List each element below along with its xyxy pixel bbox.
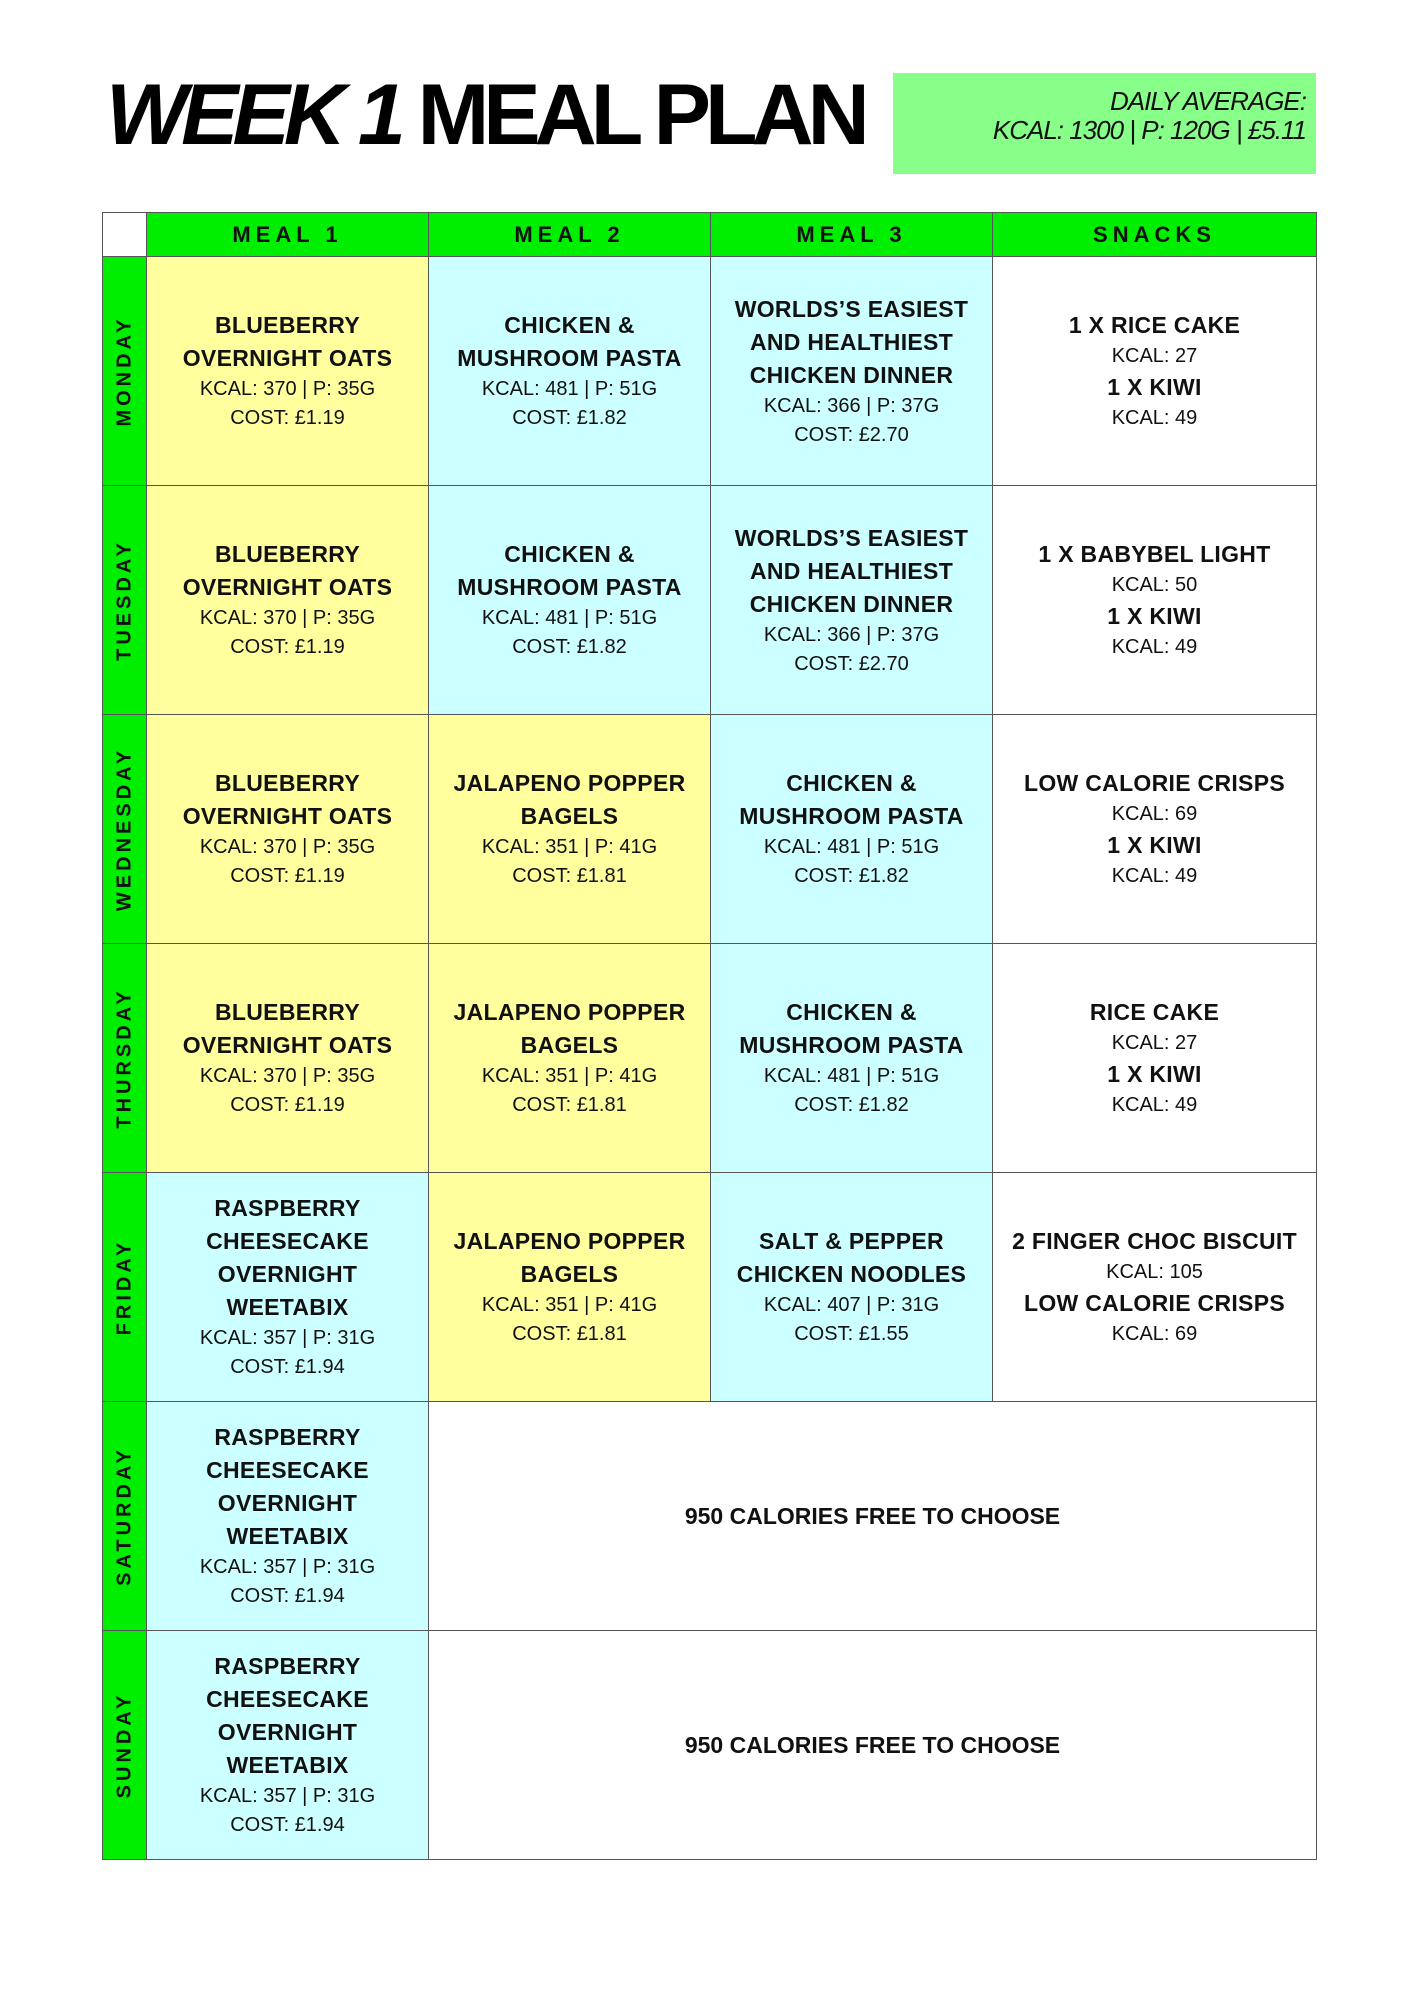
day-label-cell xyxy=(103,715,147,944)
day-label-cell xyxy=(103,1631,147,1860)
meal-name: OVERNIGHT xyxy=(217,1261,358,1287)
free-choice-cell: 950 CALORIES FREE TO CHOOSE xyxy=(429,1631,1317,1860)
meal-3-cell xyxy=(711,944,993,1173)
meal-name: WEETABIX xyxy=(226,1523,349,1549)
meal-name: AND HEALTHIEST xyxy=(749,328,954,355)
snack-kcal: KCAL: 50 xyxy=(1111,574,1198,596)
meal-name: SALT & PEPPER xyxy=(759,1228,944,1254)
meal-info: COST: £1.19 xyxy=(230,407,345,429)
meal-name: CHICKEN NOODLES xyxy=(736,1261,967,1287)
day-label: THURSDAY xyxy=(113,987,135,1129)
day-label: FRIDAY xyxy=(113,1238,135,1336)
snack-name: RICE CAKE xyxy=(1089,999,1220,1025)
snack-name: 1 X KIWI xyxy=(1107,832,1202,858)
meal-name: BLUEBERRY xyxy=(215,770,360,796)
day-row-sunday xyxy=(103,1631,1317,1860)
day-label-cell xyxy=(103,486,147,715)
meal-info: KCAL: 370 | P: 35G xyxy=(199,378,376,400)
meal-info: COST: £2.70 xyxy=(794,423,909,446)
meal-info: COST: £1.55 xyxy=(794,1323,909,1345)
meal-info: KCAL: 366 | P: 37G xyxy=(763,394,940,417)
snack-name: 1 X RICE CAKE xyxy=(1068,312,1241,338)
day-label: TUESDAY xyxy=(113,539,135,661)
snack-kcal: KCAL: 69 xyxy=(1111,803,1198,825)
day-row-monday xyxy=(103,257,1317,486)
meal-info: COST: £1.19 xyxy=(230,1094,345,1116)
meal-info: KCAL: 370 | P: 35G xyxy=(199,607,376,629)
meal-info: COST: £1.81 xyxy=(512,1323,627,1345)
free-choice-cell: 950 CALORIES FREE TO CHOOSE xyxy=(429,1402,1317,1631)
snack-kcal: KCAL: 27 xyxy=(1111,345,1198,367)
meal-name: CHICKEN & xyxy=(786,770,917,796)
meal-info: KCAL: 351 | P: 41G xyxy=(481,836,658,858)
day-row-wednesday xyxy=(103,715,1317,944)
header-corner xyxy=(103,213,147,257)
meal-1-cell xyxy=(147,944,429,1173)
meal-info: COST: £1.94 xyxy=(230,1356,345,1378)
day-label: WEDNESDAY xyxy=(113,746,135,912)
meal-name: JALAPENO POPPER xyxy=(453,1228,686,1254)
snack-name: 1 X KIWI xyxy=(1107,1061,1202,1087)
meal-info: KCAL: 481 | P: 51G xyxy=(481,607,658,629)
meal-info: KCAL: 481 | P: 51G xyxy=(481,378,658,400)
meal-info: COST: £1.19 xyxy=(230,636,345,658)
meal-info: COST: £1.82 xyxy=(794,1094,909,1116)
meal-info: KCAL: 407 | P: 31G xyxy=(763,1294,940,1316)
meal-name: CHEESECAKE xyxy=(206,1686,369,1712)
meal-name: WEETABIX xyxy=(226,1294,349,1320)
page-title xyxy=(106,60,864,170)
snack-kcal: KCAL: 49 xyxy=(1111,407,1198,429)
meal-2-cell xyxy=(429,944,711,1173)
meal-info: COST: £1.82 xyxy=(512,407,627,429)
day-label: SUNDAY xyxy=(113,1691,135,1799)
meal-name: OVERNIGHT OATS xyxy=(182,574,393,600)
meal-name: JALAPENO POPPER xyxy=(453,770,686,796)
meal-info: COST: £1.81 xyxy=(512,865,627,887)
meal-name: JALAPENO POPPER xyxy=(453,999,686,1025)
meal-name: WEETABIX xyxy=(226,1752,349,1778)
meal-info: COST: £2.70 xyxy=(794,652,909,675)
header-meal-3: MEAL 3 xyxy=(711,213,993,257)
meal-3-cell xyxy=(711,1173,993,1402)
meal-info: KCAL: 370 | P: 35G xyxy=(199,1065,376,1087)
day-row-saturday xyxy=(103,1402,1317,1631)
snacks-cell xyxy=(993,715,1317,944)
meal-3-cell xyxy=(711,715,993,944)
snack-kcal: KCAL: 105 xyxy=(1106,1261,1203,1283)
meal-name: OVERNIGHT OATS xyxy=(182,345,393,371)
snack-kcal: KCAL: 27 xyxy=(1111,1032,1198,1054)
snacks-cell xyxy=(993,944,1317,1173)
day-row-thursday xyxy=(103,944,1317,1173)
daily-average-box xyxy=(893,73,1316,174)
meal-2-cell xyxy=(429,257,711,486)
meal-info: COST: £1.81 xyxy=(512,1094,627,1116)
meal-name: CHEESECAKE xyxy=(206,1228,369,1254)
meal-info: COST: £1.82 xyxy=(512,636,627,658)
meal-1-cell xyxy=(147,715,429,944)
meal-name: RASPBERRY xyxy=(214,1195,361,1221)
snacks-cell xyxy=(993,486,1317,715)
meal-name: WORLDS’S EASIEST xyxy=(734,524,969,551)
meal-name: BAGELS xyxy=(520,1261,619,1287)
meal-name: MUSHROOM PASTA xyxy=(457,345,682,371)
snack-name: LOW CALORIE CRISPS xyxy=(1024,1290,1285,1316)
snack-kcal: KCAL: 49 xyxy=(1111,636,1198,658)
meal-name: CHICKEN & xyxy=(504,312,635,338)
daily-average-values: KCAL: 1300 | P: 120G | £5.11 xyxy=(992,115,1306,145)
meal-name: CHICKEN DINNER xyxy=(749,361,954,388)
snack-name: 1 X KIWI xyxy=(1107,374,1202,400)
snack-name: 1 X KIWI xyxy=(1107,603,1202,629)
meal-name: CHICKEN DINNER xyxy=(749,590,954,617)
meal-plan-table xyxy=(102,212,1317,1860)
meal-name: BLUEBERRY xyxy=(215,312,360,338)
meal-info: COST: £1.94 xyxy=(230,1814,345,1836)
day-label-cell xyxy=(103,1402,147,1631)
meal-info: COST: £1.19 xyxy=(230,865,345,887)
meal-info: KCAL: 357 | P: 31G xyxy=(199,1327,376,1349)
meal-name: RASPBERRY xyxy=(214,1653,361,1679)
meal-name: CHICKEN & xyxy=(786,999,917,1025)
header-meal-2: MEAL 2 xyxy=(429,213,711,257)
meal-info: KCAL: 370 | P: 35G xyxy=(199,836,376,858)
plan-body xyxy=(103,257,1317,1860)
meal-1-cell xyxy=(147,1402,429,1631)
snack-name: LOW CALORIE CRISPS xyxy=(1024,770,1285,796)
meal-name: MUSHROOM PASTA xyxy=(457,574,682,600)
meal-info: KCAL: 357 | P: 31G xyxy=(199,1785,376,1807)
snack-name: 1 X BABYBEL LIGHT xyxy=(1038,541,1271,567)
day-label-cell xyxy=(103,257,147,486)
snacks-cell xyxy=(993,1173,1317,1402)
header-row xyxy=(103,213,1317,257)
meal-name: OVERNIGHT OATS xyxy=(182,803,393,829)
meal-info: KCAL: 351 | P: 41G xyxy=(481,1294,658,1316)
meal-info: COST: £1.82 xyxy=(794,865,909,887)
meal-name: OVERNIGHT OATS xyxy=(182,1032,393,1058)
snack-name: 2 FINGER CHOC BISCUIT xyxy=(1012,1228,1297,1254)
meal-name: MUSHROOM PASTA xyxy=(739,803,964,829)
meal-info: KCAL: 366 | P: 37G xyxy=(763,623,940,646)
title-rest: MEAL PLAN xyxy=(399,67,864,163)
meal-info: KCAL: 481 | P: 51G xyxy=(763,836,940,858)
meal-name: CHICKEN & xyxy=(504,541,635,567)
day-label: SATURDAY xyxy=(113,1446,135,1586)
meal-name: OVERNIGHT xyxy=(217,1719,358,1745)
snack-kcal: KCAL: 69 xyxy=(1111,1323,1198,1345)
day-label-cell xyxy=(103,1173,147,1402)
meal-name: BLUEBERRY xyxy=(215,541,360,567)
meal-info: COST: £1.94 xyxy=(230,1585,345,1607)
day-row-tuesday xyxy=(103,486,1317,715)
day-label: MONDAY xyxy=(113,315,135,427)
header-meal-1: MEAL 1 xyxy=(147,213,429,257)
day-label-cell xyxy=(103,944,147,1173)
meal-2-cell xyxy=(429,486,711,715)
meal-1-cell xyxy=(147,1631,429,1860)
meal-name: MUSHROOM PASTA xyxy=(739,1032,964,1058)
meal-name: BAGELS xyxy=(520,1032,619,1058)
meal-2-cell xyxy=(429,715,711,944)
daily-average-label: DAILY AVERAGE: xyxy=(1109,86,1306,116)
meal-name: WORLDS’S EASIEST xyxy=(734,295,969,322)
meal-name: AND HEALTHIEST xyxy=(749,557,954,584)
snack-kcal: KCAL: 49 xyxy=(1111,1094,1198,1116)
day-row-friday xyxy=(103,1173,1317,1402)
meal-3-cell xyxy=(711,257,993,486)
meal-name: CHEESECAKE xyxy=(206,1457,369,1483)
meal-3-cell xyxy=(711,486,993,715)
meal-2-cell xyxy=(429,1173,711,1402)
snacks-cell xyxy=(993,257,1317,486)
meal-name: BLUEBERRY xyxy=(215,999,360,1025)
snack-kcal: KCAL: 49 xyxy=(1111,865,1198,887)
meal-1-cell xyxy=(147,257,429,486)
meal-name: RASPBERRY xyxy=(214,1424,361,1450)
meal-name: BAGELS xyxy=(520,803,619,829)
meal-1-cell xyxy=(147,1173,429,1402)
meal-name: OVERNIGHT xyxy=(217,1490,358,1516)
meal-1-cell xyxy=(147,486,429,715)
title-week: WEEK 1 xyxy=(106,67,400,163)
header-snacks: SNACKS xyxy=(993,213,1317,257)
meal-info: KCAL: 481 | P: 51G xyxy=(763,1065,940,1087)
meal-info: KCAL: 357 | P: 31G xyxy=(199,1556,376,1578)
meal-info: KCAL: 351 | P: 41G xyxy=(481,1065,658,1087)
